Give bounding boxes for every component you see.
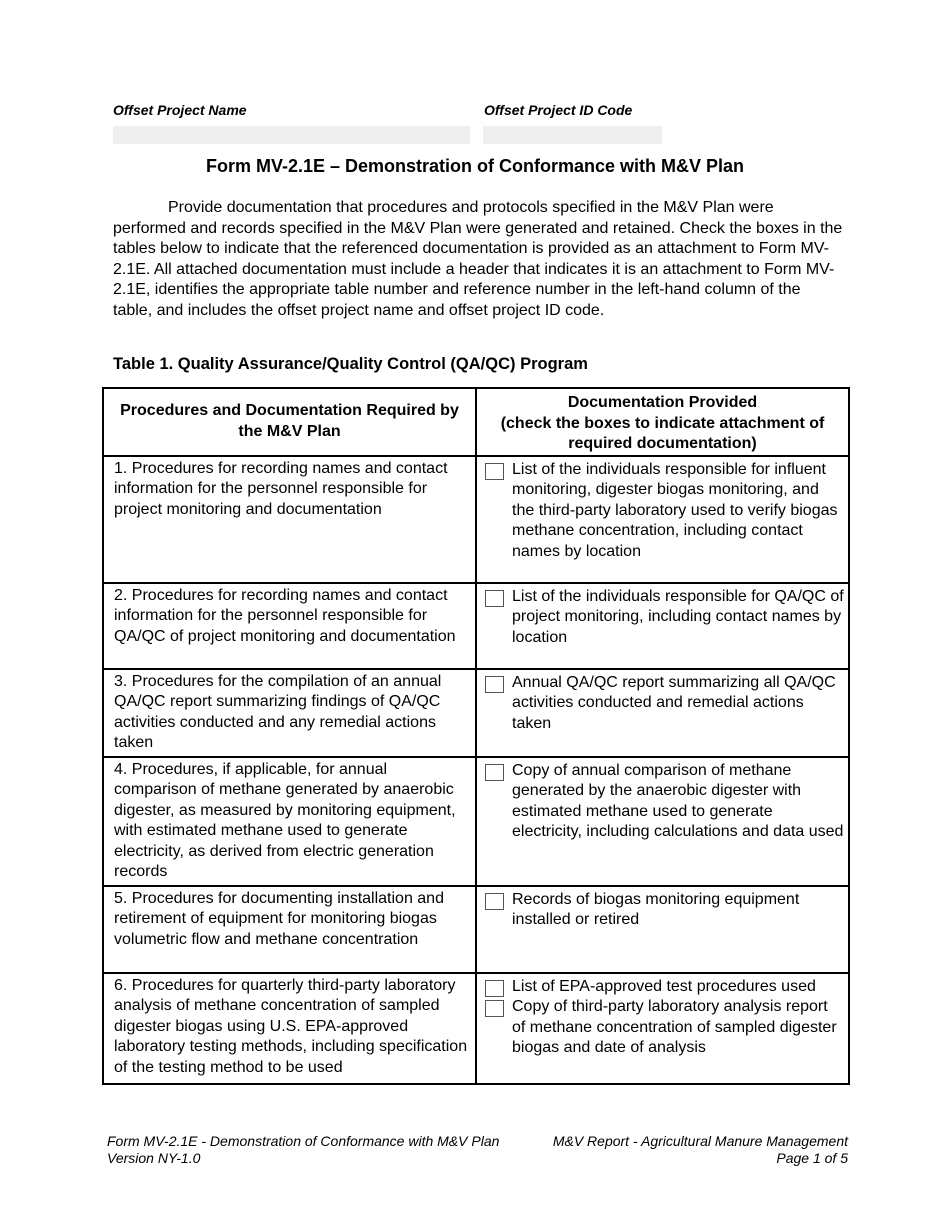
- attachment-checkbox[interactable]: [485, 1000, 504, 1017]
- attachment-checkbox[interactable]: [485, 463, 504, 480]
- project-id-field[interactable]: [483, 126, 662, 144]
- documentation-text: Annual QA/QC report summarizing all QA/QC activities conducted and remedial actions taken: [512, 673, 836, 732]
- documentation-text: List of the individuals responsible for QA/QC of project monitoring, including contact names by location: [512, 587, 844, 646]
- attachment-checkbox[interactable]: [485, 590, 504, 607]
- procedure-cell: 2. Procedures for recording names and contact information for the personnel responsible for QA/QC of project monitoring and documentation: [103, 583, 476, 669]
- attachment-checkbox[interactable]: [485, 893, 504, 910]
- intro-paragraph: Provide documentation that procedures and protocols specified in the M&V Plan were performed and records specified in the M&V Plan were generated and retained. Check the boxes in the tables below to indicate that the referenced documentation is provided as an attachment to Form MV-2.1E. All attached documentation must include a header that indicates it is an attachment to Form MV-2.1E, identifies the appropriate table number and reference number in the left-hand column of the table, and includes the offset project name and offset project ID code.: [113, 199, 843, 319]
- procedure-cell: 6. Procedures for quarterly third-party laboratory analysis of methane concentration of sampled digester biogas using U.S. EPA-approved laboratory testing methods, including specification of the testing method to be used: [103, 973, 476, 1084]
- documentation-item: [485, 890, 844, 931]
- col-header-documentation-note: (check the boxes to indicate attachment of required documentation): [500, 414, 825, 452]
- table-caption: Table 1. Quality Assurance/Quality Control (QA/QC) Program: [113, 355, 588, 373]
- documentation-item: [485, 977, 844, 998]
- footer-form-title: Form MV-2.1E - Demonstration of Conformance with M&V Plan: [107, 1133, 500, 1149]
- documentation-cell: [476, 886, 849, 973]
- table-row: [103, 583, 849, 669]
- attachment-checkbox[interactable]: [485, 980, 504, 997]
- documentation-text: List of the individuals responsible for influent monitoring, digester biogas monitoring, and the third-party laboratory used to verify biogas methane concentration, including contact names by location: [512, 460, 838, 560]
- project-name-label: Offset Project Name: [113, 102, 247, 118]
- table-row: [103, 757, 849, 886]
- table-row: [103, 669, 849, 757]
- table-row: [103, 973, 849, 1084]
- footer-report-title: M&V Report - Agricultural Manure Management: [552, 1133, 848, 1149]
- documentation-item: [485, 761, 844, 843]
- footer-version: Version NY-1.0: [107, 1150, 201, 1166]
- form-title: Form MV-2.1E – Demonstration of Conformance with M&V Plan: [205, 156, 745, 176]
- attachment-checkbox[interactable]: [485, 764, 504, 781]
- col-header-procedures: Procedures and Documentation Required by the M&V Plan: [103, 388, 476, 456]
- documentation-text: List of EPA-approved test procedures used: [512, 977, 816, 995]
- documentation-cell: [476, 456, 849, 583]
- documentation-text: Copy of annual comparison of methane generated by the anaerobic digester with estimated methane used to generate electricity, including calculations and data used: [512, 761, 844, 840]
- procedure-cell: 5. Procedures for documenting installation and retirement of equipment for monitoring biogas volumetric flow and methane concentration: [103, 886, 476, 973]
- footer-right: [553, 1133, 848, 1167]
- project-id-label: Offset Project ID Code: [484, 102, 633, 118]
- qa-qc-table: [102, 387, 850, 1085]
- documentation-item: [485, 587, 844, 649]
- documentation-text: Copy of third-party laboratory analysis report of methane concentration of sampled digester biogas and date of analysis: [512, 998, 837, 1056]
- project-name-field[interactable]: [113, 126, 470, 144]
- col-header-documentation-title: Documentation Provided: [567, 394, 758, 411]
- table-row: [103, 456, 849, 583]
- footer-left: [107, 1133, 499, 1167]
- documentation-item: [485, 460, 844, 563]
- documentation-item: [485, 997, 844, 1059]
- documentation-cell: [476, 583, 849, 669]
- procedure-cell: 4. Procedures, if applicable, for annual comparison of methane generated by anaerobic digester, as measured by monitoring equipment, with estimated methane used to generate electricity, as derived from electric generation records: [103, 757, 476, 886]
- procedure-cell: 3. Procedures for the compilation of an annual QA/QC report summarizing findings of QA/QC activities conducted and any remedial actions taken: [103, 669, 476, 757]
- documentation-cell: [476, 669, 849, 757]
- documentation-text: Records of biogas monitoring equipment installed or retired: [512, 890, 800, 928]
- procedure-cell: 1. Procedures for recording names and contact information for the personnel responsible for project monitoring and documentation: [103, 456, 476, 583]
- documentation-item: [485, 673, 844, 735]
- documentation-cell: [476, 973, 849, 1084]
- documentation-cell: [476, 757, 849, 886]
- footer-page-number: Page 1 of 5: [776, 1150, 848, 1166]
- table-row: [103, 886, 849, 973]
- attachment-checkbox[interactable]: [485, 676, 504, 693]
- col-header-documentation: [476, 388, 849, 456]
